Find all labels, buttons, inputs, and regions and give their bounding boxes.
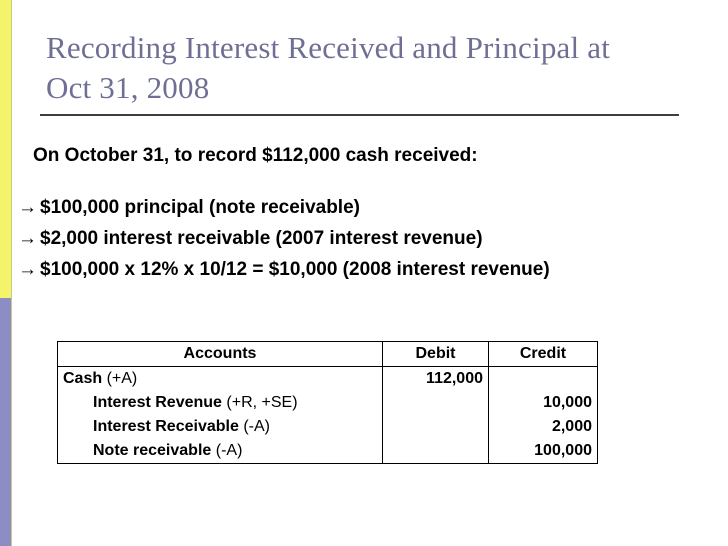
bullet-text: $100,000 principal (note receivable) (40, 197, 360, 218)
table-header-row (58, 342, 598, 367)
slide-title-line-2: Oct 31, 2008 (46, 70, 210, 105)
bullet-item (18, 257, 550, 288)
slide-subheading: On October 31, to record $112,000 cash received: (33, 145, 478, 166)
account-cell (58, 367, 383, 392)
table-row (58, 439, 598, 464)
debit-cell (383, 391, 489, 415)
header-debit: Debit (383, 342, 489, 367)
bullet-text: $100,000 x 12% x 10/12 = $10,000 (2008 interest revenue) (40, 259, 550, 280)
account-name: Interest Receivable (93, 418, 239, 435)
journal-entry-table (57, 341, 598, 464)
credit-cell: 2,000 (489, 415, 598, 439)
decorative-side-bar (0, 0, 12, 546)
account-cell (58, 439, 383, 464)
table-row (58, 367, 598, 392)
bullet-text: $2,000 interest receivable (2007 interest revenue) (40, 228, 483, 249)
debit-cell (383, 415, 489, 439)
debit-cell: 112,000 (383, 367, 489, 392)
arrow-right-icon: → (18, 197, 37, 218)
slide-title (46, 28, 706, 108)
account-cell (58, 391, 383, 415)
table-row (58, 415, 598, 439)
account-name: Interest Revenue (93, 394, 222, 411)
side-bar-edge-line (11, 0, 12, 546)
account-name: Note receivable (93, 442, 212, 459)
bullet-item (18, 195, 550, 226)
credit-cell: 10,000 (489, 391, 598, 415)
header-credit: Credit (489, 342, 598, 367)
credit-cell: 100,000 (489, 439, 598, 464)
account-effect: (+A) (106, 370, 138, 387)
title-underline (40, 114, 679, 116)
table-row (58, 391, 598, 415)
slide-title-line-1: Recording Interest Received and Principal at (46, 30, 611, 65)
debit-cell (383, 439, 489, 464)
account-effect: (-A) (215, 442, 243, 459)
credit-cell (489, 367, 598, 392)
account-cell (58, 415, 383, 439)
bullet-list (18, 195, 550, 288)
arrow-right-icon: → (18, 228, 37, 249)
account-effect: (+R, +SE) (226, 394, 298, 411)
arrow-right-icon: → (18, 259, 37, 280)
header-accounts: Accounts (58, 342, 383, 367)
account-effect: (-A) (243, 418, 270, 435)
bullet-item (18, 226, 550, 257)
account-name: Cash (63, 370, 103, 387)
